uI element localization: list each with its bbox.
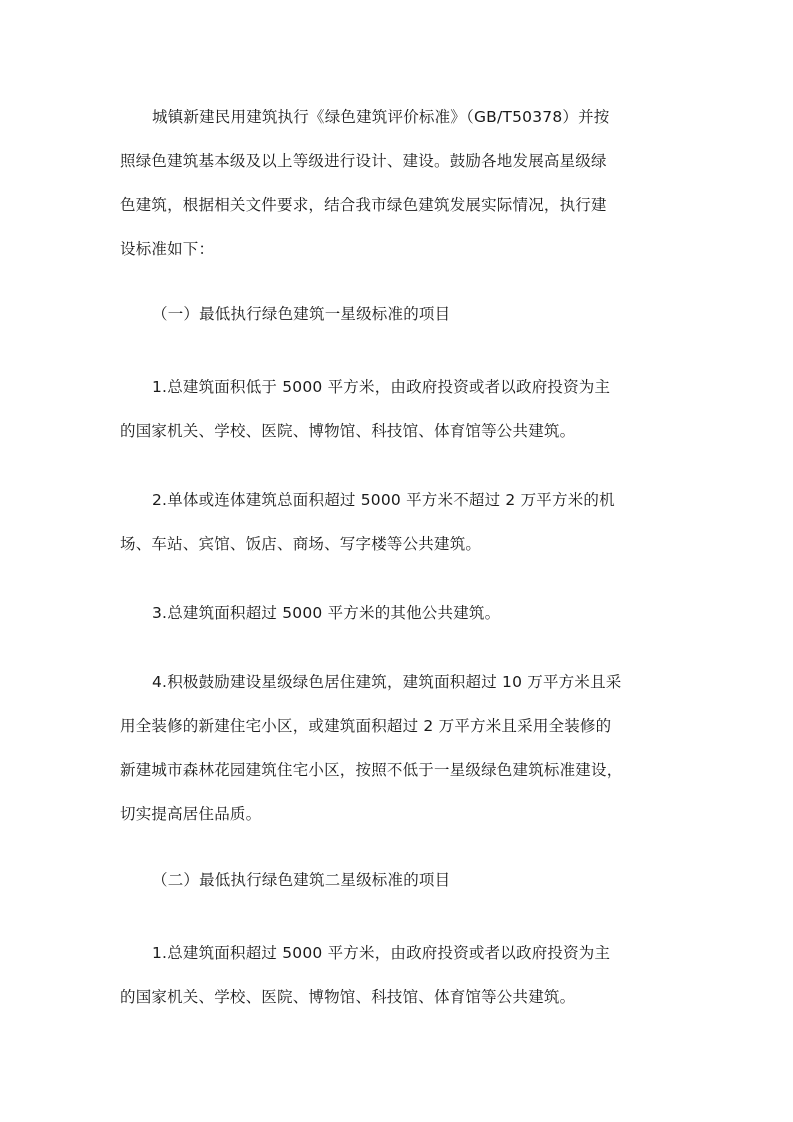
item-4-line-1: 4.积极鼓励建设星级绿色居住建筑，建筑面积超过 10 万平方米且采 <box>152 673 622 691</box>
paragraph-1-line-1: 城镇新建民用建筑执行《绿色建筑评价标准》（GB/T50378）并按 <box>152 108 610 126</box>
paragraph-1-line-2: 照绿色建筑基本级及以上等级进行设计、建设。鼓励各地发展高星级绿 <box>120 152 607 170</box>
item-2-line-1: 2.单体或连体建筑总面积超过 5000 平方米不超过 2 万平方米的机 <box>152 491 615 509</box>
item-1-line-1: 1.总建筑面积低于 5000 平方米，由政府投资或者以政府投资为主 <box>152 378 611 396</box>
item-1-line-2: 的国家机关、学校、医院、博物馆、科技馆、体育馆等公共建筑。 <box>120 422 576 440</box>
item-4-line-4: 切实提高居住品质。 <box>120 805 262 823</box>
paragraph-1-line-4: 设标准如下： <box>120 240 215 258</box>
item-3-line-1: 3.总建筑面积超过 5000 平方米的其他公共建筑。 <box>152 604 501 622</box>
item-5-line-2: 的国家机关、学校、医院、博物馆、科技馆、体育馆等公共建筑。 <box>120 988 576 1006</box>
item-4-line-3: 新建城市森林花园建筑住宅小区，按照不低于一星级绿色建筑标准建设， <box>120 761 623 779</box>
item-4-line-2: 用全装修的新建住宅小区，或建筑面积超过 2 万平方米且采用全装修的 <box>120 717 612 735</box>
item-2-line-2: 场、车站、宾馆、饭店、商场、写字楼等公共建筑。 <box>120 535 482 553</box>
item-5-line-1: 1.总建筑面积超过 5000 平方米，由政府投资或者以政府投资为主 <box>152 944 611 962</box>
paragraph-1-line-3: 色建筑，根据相关文件要求，结合我市绿色建筑发展实际情况，执行建 <box>120 196 607 214</box>
section-heading-2: （二）最低执行绿色建筑二星级标准的项目 <box>152 871 451 889</box>
section-heading-1: （一）最低执行绿色建筑一星级标准的项目 <box>152 305 451 323</box>
